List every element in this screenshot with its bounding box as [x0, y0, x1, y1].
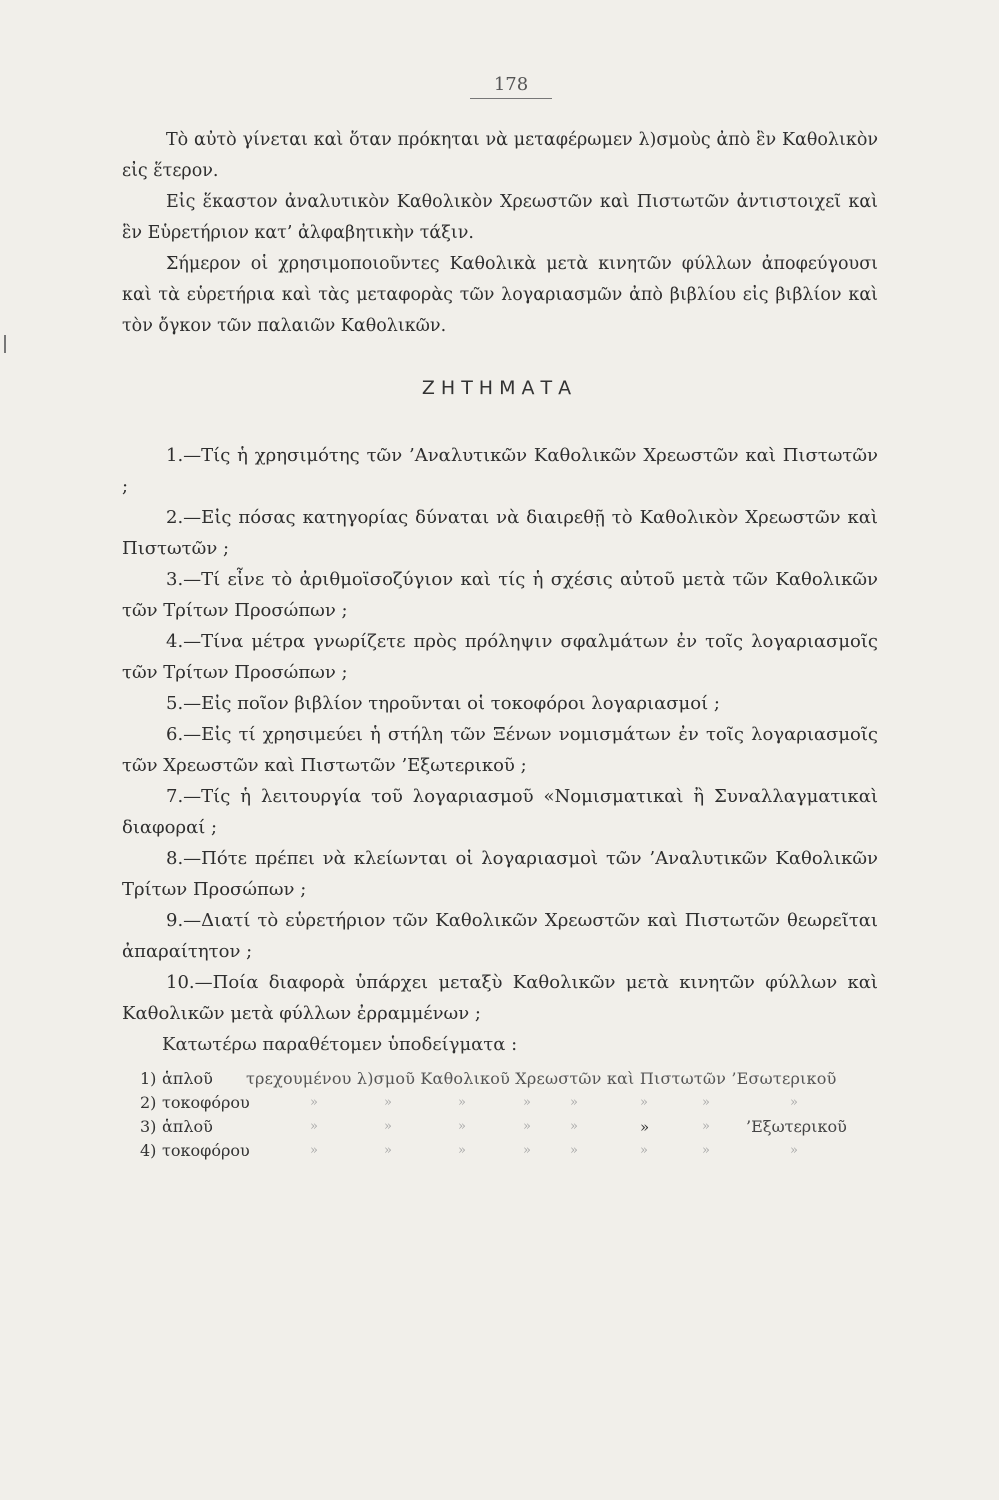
- question-item: 10.—Ποία διαφορὰ ὑπάρχει μεταξὺ Καθολικῶν μετὰ κινητῶν φύλλων καὶ Καθολικῶν μετὰ φύλλων ἐρραμμένων ;: [122, 972, 878, 1024]
- intro-text: [122, 125, 878, 342]
- example-row: [128, 1067, 888, 1091]
- paragraph: Τὸ αὐτὸ γίνεται καὶ ὅταν πρόκηται νὰ μεταφέρωμεν λ)σμοὺς ἀπὸ ἓν Καθολικὸν εἰς ἕτερον.: [122, 130, 878, 181]
- question-item: 2.—Εἰς πόσας κατηγορίας δύναται νὰ διαιρεθῇ τὸ Καθολικὸν Χρεωστῶν καὶ Πιστωτῶν ;: [122, 507, 878, 559]
- ditto-mark: »: [384, 1095, 392, 1110]
- ditto-mark: »: [640, 1095, 648, 1110]
- ditto-mark: »: [523, 1095, 531, 1110]
- ditto-mark: »: [640, 1118, 650, 1136]
- ditto-mark: »: [570, 1143, 578, 1158]
- ditto-mark: »: [702, 1119, 710, 1134]
- question-item: 9.—Διατί τὸ εὑρετήριον τῶν Καθολικῶν Χρεωστῶν καὶ Πιστωτῶν θεωρεῖται ἀπαραίτητον ;: [122, 910, 878, 962]
- ditto-mark: »: [310, 1143, 318, 1158]
- example-row: [128, 1091, 888, 1115]
- page-number: 178: [470, 74, 552, 99]
- question-item: 7.—Τίς ἡ λειτουργία τοῦ λογαριασμοῦ «Νομισματικαὶ ἢ Συναλλαγματικαὶ διαφοραί ;: [122, 786, 878, 838]
- example-tail: ’Εξωτερικοῦ: [746, 1117, 847, 1136]
- question-item: 6.—Εἰς τί χρησιμεύει ἡ στήλη τῶν Ξένων νομισμάτων ἐν τοῖς λογαριασμοῖς τῶν Χρεωστῶν καὶ Πιστωτῶν ’Εξωτερικοῦ ;: [122, 724, 878, 776]
- ditto-mark: »: [523, 1119, 531, 1134]
- ditto-mark: »: [310, 1095, 318, 1110]
- ditto-mark: »: [790, 1095, 798, 1110]
- example-row: [128, 1115, 888, 1139]
- paragraph: Εἰς ἕκαστον ἀναλυτικὸν Καθολικὸν Χρεωστῶν καὶ Πιστωτῶν ἀντιστοιχεῖ καὶ ἓν Εὑρετήριον κατ’ ἀλφαβητικὴν τάξιν.: [122, 192, 878, 243]
- examples-intro: Κατωτέρω παραθέτομεν ὑποδείγματα :: [162, 1034, 518, 1055]
- ditto-mark: »: [310, 1119, 318, 1134]
- ditto-mark: »: [570, 1119, 578, 1134]
- ditto-mark: »: [702, 1143, 710, 1158]
- ditto-mark: »: [523, 1143, 531, 1158]
- example-word: τοκοφόρου: [162, 1093, 250, 1112]
- example-word: ἁπλοῦ: [162, 1117, 213, 1136]
- ditto-mark: »: [384, 1119, 392, 1134]
- example-description: τρεχουμένου λ)σμοῦ Καθολικοῦ Χρεωστῶν καὶ Πιστωτῶν ’Εσωτερικοῦ: [246, 1069, 837, 1088]
- example-number: 2): [140, 1093, 157, 1112]
- section-heading: ΖΗΤΗΜΑΤΑ: [421, 377, 578, 399]
- ditto-mark: »: [702, 1095, 710, 1110]
- example-number: 1): [140, 1069, 157, 1088]
- question-item: 4.—Τίνα μέτρα γνωρίζετε πρὸς πρόληψιν σφαλμάτων ἐν τοῖς λογαριασμοῖς τῶν Τρίτων Προσώπων ;: [122, 631, 878, 683]
- ditto-mark: »: [458, 1119, 466, 1134]
- question-list: [122, 440, 878, 1029]
- examples-block: [128, 1034, 888, 1163]
- ditto-mark: »: [458, 1143, 466, 1158]
- ditto-mark: »: [790, 1143, 798, 1158]
- question-item: 5.—Εἰς ποῖον βιβλίον τηροῦνται οἱ τοκοφόροι λογαριασμοί ;: [166, 693, 720, 714]
- ditto-mark: »: [570, 1095, 578, 1110]
- ditto-mark: »: [640, 1143, 648, 1158]
- question-item: 8.—Πότε πρέπει νὰ κλείωνται οἱ λογαριασμοὶ τῶν ’Αναλυτικῶν Καθολικῶν Τρίτων Προσώπων ;: [122, 848, 878, 900]
- paragraph: Σήμερον οἱ χρησιμοποιοῦντες Καθολικὰ μετὰ κινητῶν φύλλων ἀποφεύγουσι καὶ τὰ εὑρετήρια καὶ τὰς μεταφορὰς τῶν λογαριασμῶν ἀπὸ βιβλίου εἰς βιβλίον καὶ τὸν ὄγκον τῶν παλαιῶν Καθολικῶν.: [122, 254, 878, 336]
- example-word: τοκοφόρου: [162, 1141, 250, 1160]
- question-item: 1.—Τίς ἡ χρησιμότης τῶν ’Αναλυτικῶν Καθολικῶν Χρεωστῶν καὶ Πιστωτῶν ;: [122, 445, 878, 497]
- example-number: 3): [140, 1117, 157, 1136]
- example-row: [128, 1139, 888, 1163]
- ditto-mark: »: [384, 1143, 392, 1158]
- ditto-mark: »: [458, 1095, 466, 1110]
- example-word: ἁπλοῦ: [162, 1069, 213, 1088]
- question-item: 3.—Τί εἶνε τὸ ἀριθμοϊσοζύγιον καὶ τίς ἡ σχέσις αὐτοῦ μετὰ τῶν Καθολικῶν τῶν Τρίτων Προσώπων ;: [122, 569, 878, 621]
- example-number: 4): [140, 1141, 157, 1160]
- margin-mark: [4, 335, 6, 353]
